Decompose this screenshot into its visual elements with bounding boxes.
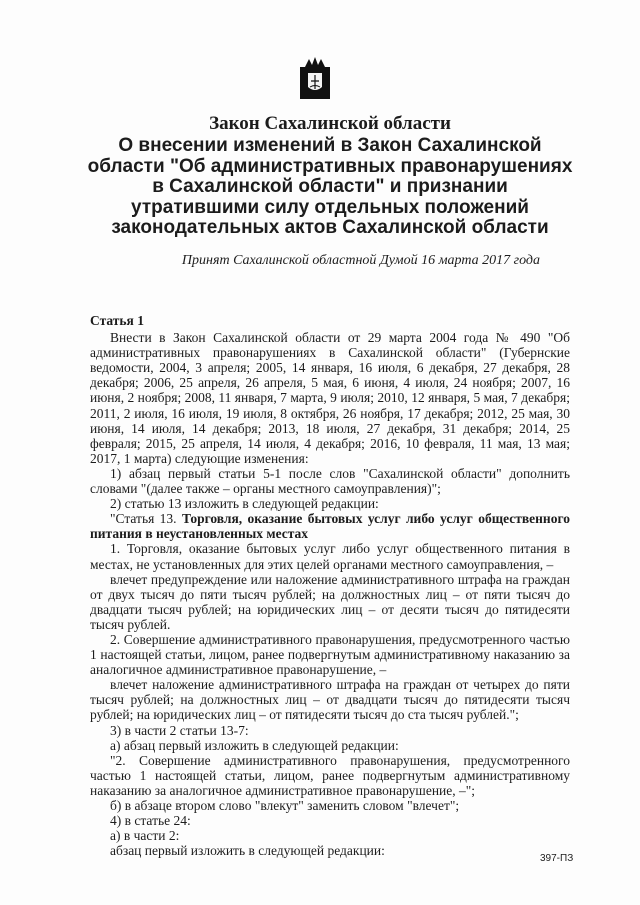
adoption-note: Принят Сахалинской областной Думой 16 марта 2017 года (181, 253, 540, 268)
law-subtitle (60, 136, 600, 239)
subtitle-line: законодательных актов Сахалинской области (111, 217, 549, 238)
article-body (90, 313, 570, 858)
paragraph: 1) абзац первый статьи 5-1 после слов "Сахалинской области" дополнить словами "(далее также – органы местного самоуправления)"; (90, 465, 570, 497)
paragraph: абзац первый изложить в следующей редакции: (110, 843, 385, 859)
coat-of-arms-icon (299, 57, 331, 101)
paragraph: влечет предупреждение или наложение административного штрафа на граждан от двух тысяч до пяти тысяч рублей; на должностных лиц – от пяти тысяч до двадцати тысяч рублей; на юридических лиц – от десяти тысяч до пятидесяти тысяч рублей. (90, 571, 570, 632)
paragraph: Внести в Закон Сахалинской области от 29 марта 2004 года № 490 "Об административных правонарушениях в Сахалинской области" (Губернские ведомости, 2004, 3 апреля; 2005, 14 января, 16 июля, 6 декабря, 27 декабря, 28 декабря; 2006, 25 апреля, 26 апреля, 5 мая, 6 июня, 4 июля, 24 ноября; 2007, 16 июня, 2 ноября; 2008, 11 января, 7 марта, 9 июля; 2010, 12 января, 5 мая, 7 декабря; 2011, 2 июля, 16 июля, 19 июля, 8 октября, 26 ноября, 17 декабря; 2012, 25 мая, 30 июня, 14 июля, 14 декабря; 2013, 18 июля, 27 декабря, 31 декабря; 2014, 25 февраля; 2015, 25 апреля, 14 июля, 4 декабря; 2016, 10 февраля, 11 мая, 13 мая; 2017, 1 марта) следующие изменения: (90, 330, 570, 466)
quote-heading: Торговля, оказание бытовых услуг либо услуг общественного питания в неустановленных местах (90, 511, 570, 542)
quoted-article-heading (90, 511, 570, 541)
paragraph: а) в части 2: (110, 828, 180, 844)
subtitle-line: О внесении изменений в Закон Сахалинской (118, 135, 542, 156)
paragraph: б) в абзаце втором слово "влекут" заменить словом "влечет"; (110, 798, 460, 813)
paragraph: 3) в части 2 статьи 13-7: (110, 722, 249, 738)
subtitle-line: в Сахалинской области" и признании (152, 176, 508, 197)
paragraph: "2. Совершение административного правонарушения, предусмотренного частью 1 настоящей статьи, лицом, ранее подвергнутым административному наказанию за аналогичное административное правонарушение, –"; (90, 752, 570, 798)
article-heading: Статья 1 (90, 313, 144, 328)
document-code: 397-ПЗ (540, 853, 574, 864)
subtitle-line: утратившими силу отдельных положений (131, 196, 529, 218)
paragraph: 2) статью 13 изложить в следующей редакции: (110, 496, 379, 512)
subtitle-line: области "Об административных правонарушениях (87, 155, 573, 177)
paragraph: 2. Совершение административного правонарушения, предусмотренного частью 1 настоящей статьи, лицом, ранее подвергнутым административному наказанию за аналогичное административное правонарушение, – (90, 631, 570, 678)
document-title-block (60, 113, 600, 239)
paragraph: влечет наложение административного штрафа на граждан от четырех до пяти тысяч рублей; на должностных лиц – от двадцати тысяч до пятидесяти тысяч рублей; на юридических лиц – от пятидесяти тысяч до ста тысяч рублей."; (90, 677, 570, 723)
paragraph: 1. Торговля, оказание бытовых услуг либо услуг общественного питания в местах, не установленных для этих целей органами местного самоуправления, – (90, 541, 570, 572)
law-title: Закон Сахалинской области (209, 113, 451, 134)
quote-lead: "Статья 13. (110, 511, 182, 527)
paragraph: 4) в статье 24: (110, 813, 191, 829)
paragraph: а) абзац первый изложить в следующей редакции: (110, 737, 399, 753)
